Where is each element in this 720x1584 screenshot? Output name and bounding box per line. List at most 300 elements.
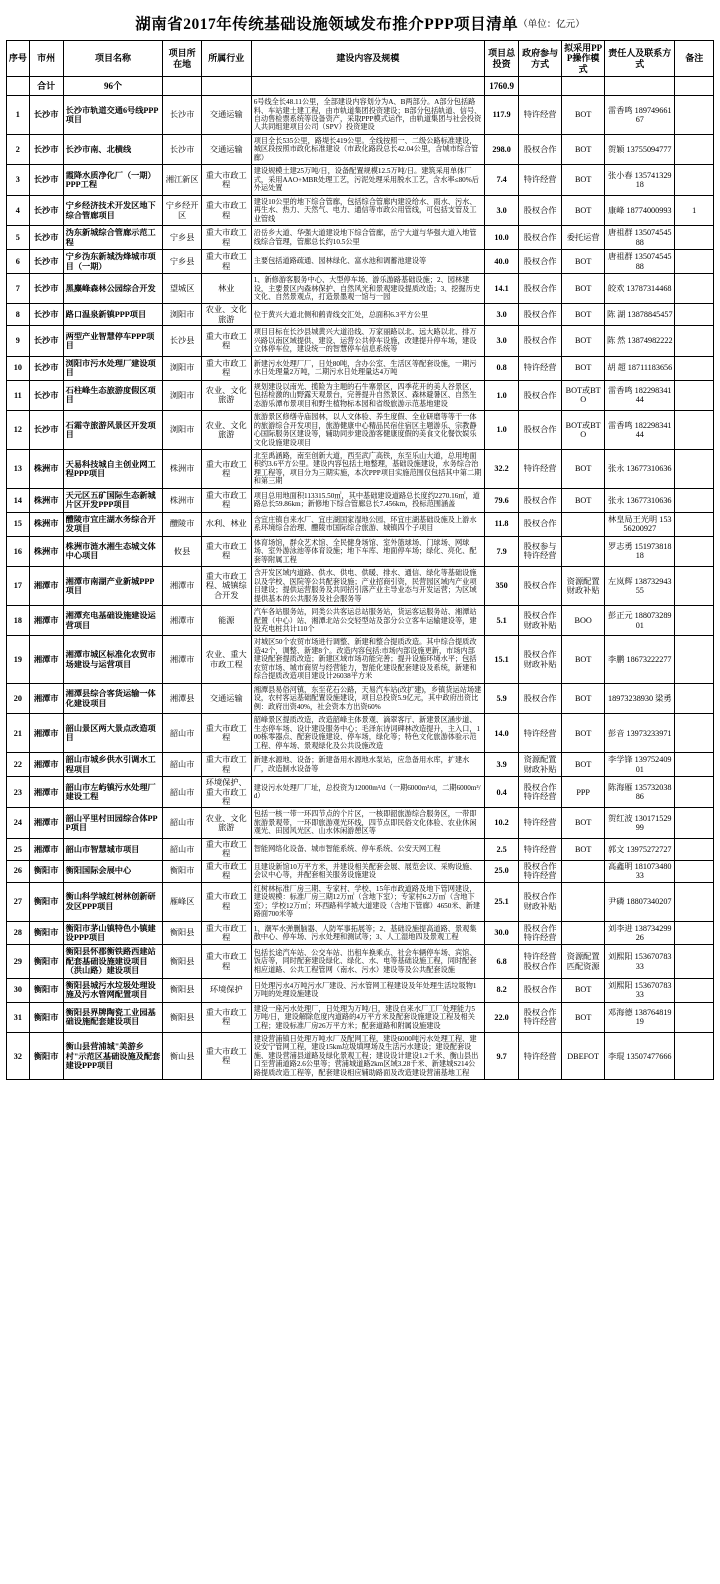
row-gov-mode: 特许经营 <box>519 808 562 838</box>
row-ppp-mode: BOT <box>562 753 605 777</box>
total-desc <box>251 77 484 96</box>
row-description: 新建污水处理厂厂，日处80吨，含办公室、生活区等配套设施，一期污水日处理量2万吨，二期污水日处理量达4万吨 <box>251 356 484 380</box>
row-name: 两型产业智慧停车PPP项目 <box>63 326 163 356</box>
row-seq: 7 <box>7 274 30 304</box>
row-city: 衡阳市 <box>29 945 63 978</box>
row-description: 包括一核一带一环四节点的个片区，一核即韶旅游综合服务区，一带即旅游景观带，一环即旅游观光环线，四节点即民俗文化体验、农业休闲观光、田园风光区、山水休闲游憩区等 <box>251 808 484 838</box>
row-name: 天元区五矿国际生态新城片区开发PPP项目 <box>63 488 163 512</box>
row-ppp-mode: 委托运营 <box>562 226 605 250</box>
row-contact: 皎欢 13787314468 <box>605 274 675 304</box>
row-remark <box>675 1033 714 1080</box>
row-location: 衡阳县 <box>163 978 202 1002</box>
row-remark <box>675 636 714 683</box>
row-description: 体育场馆，群众艺术馆、全民健身场馆、室外篮球场、门球场、网球场、室外游泳池等体育设施；地下车库、地面停车场；绿化、亮化、配套等附属工程 <box>251 536 484 566</box>
row-investment: 3.0 <box>485 304 519 326</box>
row-ppp-mode: DBEFOT <box>562 1033 605 1080</box>
col-city: 市州 <box>29 41 63 77</box>
row-contact: 贺红波 13017152999 <box>605 808 675 838</box>
row-ppp-mode: BOT <box>562 96 605 135</box>
row-description: 建设10公里的地下综合管廊，包括综合管廊内建设给水、雨水、污水、再生水、热力、天然气、电力、通信等市政公用管线，可包括支管及工业管线 <box>251 195 484 225</box>
row-gov-mode: 特许经营股权合作 <box>519 945 562 978</box>
row-industry: 林业 <box>201 274 251 304</box>
row-name: 宁乡沩东新城沩烽城市项目（一期） <box>63 250 163 274</box>
row-seq: 15 <box>7 512 30 536</box>
row-remark <box>675 1002 714 1032</box>
unit-label: （单位：亿元） <box>518 20 585 30</box>
row-seq: 3 <box>7 165 30 195</box>
row-seq: 10 <box>7 356 30 380</box>
row-industry: 重大市政工程 <box>201 921 251 945</box>
row-name: 衡山科学城红树林创新研发区PPP项目 <box>63 882 163 921</box>
row-seq: 14 <box>7 488 30 512</box>
row-seq: 29 <box>7 945 30 978</box>
row-seq: 31 <box>7 1002 30 1032</box>
row-ppp-mode: BOT <box>562 808 605 838</box>
row-remark <box>675 860 714 882</box>
row-investment: 7.4 <box>485 165 519 195</box>
row-seq: 6 <box>7 250 30 274</box>
col-name: 项目名称 <box>63 41 163 77</box>
row-name: 湘潭充电基础设施建设运营项目 <box>63 606 163 636</box>
row-remark <box>675 512 714 536</box>
row-contact: 林皇局王光明 15356200927 <box>605 512 675 536</box>
col-contact: 责任人及联系方式 <box>605 41 675 77</box>
row-investment: 0.4 <box>485 777 519 808</box>
row-seq: 2 <box>7 134 30 164</box>
col-seq: 序号 <box>7 41 30 77</box>
row-description: 规划建设以南光、揽险为主题的石牛寨景区，四季花开的美人谷景区，包括检激的山野露天观景台，完善提升自然景区、森林避暑区、自然生态游乐潭布景项目和野生植物标本园和省级旅游示范基地建设 <box>251 380 484 410</box>
row-investment: 14.1 <box>485 274 519 304</box>
col-description: 建设内容及规模 <box>251 41 484 77</box>
table-header <box>7 41 714 77</box>
row-description: 日处理污水4万吨污水厂建设、污水管网工程建设及年处理生活垃圾物1万吨的处理设施建设 <box>251 978 484 1002</box>
row-gov-mode: 股权合作 <box>519 226 562 250</box>
row-gov-mode: 股权合作 <box>519 274 562 304</box>
row-gov-mode: 股权合作财政补贴 <box>519 606 562 636</box>
row-seq: 23 <box>7 777 30 808</box>
row-gov-mode: 特许经营 <box>519 96 562 135</box>
row-location: 湘潭县 <box>163 683 202 713</box>
row-remark <box>675 882 714 921</box>
ppp-project-table <box>6 40 714 1080</box>
row-name: 湘潭市城区标准化农贸市场建设与运营项目 <box>63 636 163 683</box>
total-label: 合计 <box>29 77 63 96</box>
row-industry: 重大市政工程 <box>201 165 251 195</box>
row-location: 长沙县 <box>163 326 202 356</box>
row-ppp-mode: 资源配置财政补贴 <box>562 567 605 606</box>
row-seq: 16 <box>7 536 30 566</box>
table-row <box>7 714 714 753</box>
row-industry: 农业、重大市政工程 <box>201 636 251 683</box>
row-description: 对城区50个农贸市场进行调整、新建和整合提质改造。其中综合提质改造42个，调整、新建8个。改造内容包括:市场内部设施更新，市场内部建设配套提质改造；新建区域市场功能完善；提升设施环境水平；包括农贸市场、城市商贸与经营能力，智能化建设配套建设及系统，新建和综合提质改造项目建设计26038平方米 <box>251 636 484 683</box>
row-remark <box>675 714 714 753</box>
row-city: 长沙市 <box>29 380 63 410</box>
row-location: 韶山市 <box>163 714 202 753</box>
row-remark <box>675 978 714 1002</box>
row-investment: 14.0 <box>485 714 519 753</box>
row-location: 株洲市 <box>163 450 202 489</box>
table-row <box>7 134 714 164</box>
row-investment: 2.5 <box>485 838 519 860</box>
row-contact: 张永 13677310636 <box>605 450 675 489</box>
row-name: 湘潭市南湖产业新城PPP项目 <box>63 567 163 606</box>
row-gov-mode: 股权合作 <box>519 683 562 713</box>
row-remark <box>675 356 714 380</box>
row-seq: 18 <box>7 606 30 636</box>
row-name: 路口温泉新镇PPP项目 <box>63 304 163 326</box>
row-gov-mode: 股权合作特许经营 <box>519 777 562 808</box>
table-row <box>7 304 714 326</box>
row-ppp-mode: BOT <box>562 683 605 713</box>
row-city: 湘潭市 <box>29 567 63 606</box>
row-description: 含宜庄镇自来水厂、宜庄湖国家湿地公园、环宜庄湖基础设施及上游水系环境综合治理、醴陵市国际综合旅游、城镇四个子项目 <box>251 512 484 536</box>
row-ppp-mode <box>562 882 605 921</box>
row-location: 株洲市 <box>163 488 202 512</box>
row-contact: 陈 然 13874982222 <box>605 326 675 356</box>
row-industry: 环境保护、重大市政工程 <box>201 777 251 808</box>
row-remark <box>675 411 714 450</box>
row-description: 6号线全长48.11公里，全部建设内容划分为A、B两部分。A部分包括路料、车站建土建工程，由市轨道集团投资建设；B部分包括轨道、信号、自动售检票系统等设备资产，采取PPP模式运作，由轨道集团与社会投资人共同组建项目公司（SPV）投资建设 <box>251 96 484 135</box>
row-investment: 3.0 <box>485 326 519 356</box>
row-city: 长沙市 <box>29 274 63 304</box>
row-description: 1、潮军水弹删脑器、人防军事拓展等；2、基础设施提高道路、景观集散中心、停车场、污水处理和测试等；3、人工湿地四及景观工程 <box>251 921 484 945</box>
row-seq: 32 <box>7 1033 30 1080</box>
table-row <box>7 274 714 304</box>
col-ppp-mode: 拟采用PPP操作模式 <box>562 41 605 77</box>
row-industry: 交通运输 <box>201 134 251 164</box>
row-contact: 18973238930 梁勇 <box>605 683 675 713</box>
row-description: 旅游景区修缮寺庙园林，以人文体验、养生度假、全业研磨等等干一体的旅游综合开发项目，旅游健康中心精品民宿住宿区主题游乐、宗教静心国际服务区建设等，辅助同步建设游客健康度假的美食文化餐饮娱乐文化设施建设项目 <box>251 411 484 450</box>
row-gov-mode: 特许经营 <box>519 450 562 489</box>
table-row <box>7 195 714 225</box>
row-investment: 11.8 <box>485 512 519 536</box>
row-industry: 农业、文化旅游 <box>201 304 251 326</box>
row-city: 湘潭市 <box>29 636 63 683</box>
row-seq: 13 <box>7 450 30 489</box>
row-seq: 20 <box>7 683 30 713</box>
row-description: 位于黄兴大道北侧和鹤青线交汇处，总面积6.3平方公里 <box>251 304 484 326</box>
row-description: 项目总用地面积113315.50㎡，其中基础建设道路总长度约2270.16㎡，道路总长59.86km；新修地下综合管廊总长7.456km，投标范围涵盖 <box>251 488 484 512</box>
row-contact: 唐祖群 13507454588 <box>605 226 675 250</box>
row-location: 浏阳市 <box>163 304 202 326</box>
row-gov-mode: 股权合作 <box>519 326 562 356</box>
row-investment: 117.9 <box>485 96 519 135</box>
row-description: 包括长途汽车站、公交车站、出租车换乘点、社会车辆停车场、宾馆、饭店等，同时配套建设绿化、绿化、水、电等基础设施工程，同时配套相应道路、公共工程管网（南水、污水）建设等及公共配套设施 <box>251 945 484 978</box>
row-name: 宁乡经济技术开发区地下综合管廊项目 <box>63 195 163 225</box>
row-ppp-mode: BOT或BTO <box>562 380 605 410</box>
row-industry: 重大市政工程 <box>201 356 251 380</box>
row-description: 新建水源地、设备；新建备用水源地水泵站，应急备用水库，扩建水厂，改造制水设备等 <box>251 753 484 777</box>
row-investment: 10.0 <box>485 226 519 250</box>
row-name: 石霜寺旅游风景区开发项目 <box>63 411 163 450</box>
row-industry: 重大市政工程 <box>201 226 251 250</box>
row-remark <box>675 134 714 164</box>
row-gov-mode: 股权合作特许经营 <box>519 860 562 882</box>
row-seq: 11 <box>7 380 30 410</box>
row-ppp-mode: BOT <box>562 326 605 356</box>
row-city: 长沙市 <box>29 165 63 195</box>
row-description: 项目目标在长沙县城黄兴大道沿线、万家丽路以北、远大路以北、排万兴路以南区域提供、建设、运营公共停车设施，改建提升停车场，建设立体停车位，建设统一的智慧停车信息系统等 <box>251 326 484 356</box>
row-contact: 雷香鸣 18974966167 <box>605 96 675 135</box>
row-name: 韶山市智慧城市项目 <box>63 838 163 860</box>
row-name: 韶山平里村田园综合体PPP项目 <box>63 808 163 838</box>
row-city: 株洲市 <box>29 536 63 566</box>
table-row <box>7 380 714 410</box>
row-location: 衡阳县 <box>163 945 202 978</box>
row-industry: 重大市政工程 <box>201 945 251 978</box>
table-row <box>7 356 714 380</box>
row-location: 湘潭市 <box>163 567 202 606</box>
row-seq: 26 <box>7 860 30 882</box>
row-investment: 5.9 <box>485 683 519 713</box>
row-ppp-mode: BOT <box>562 250 605 274</box>
row-contact: 郭文 13975272727 <box>605 838 675 860</box>
row-ppp-mode <box>562 536 605 566</box>
row-contact: 邓海德 13876481919 <box>605 1002 675 1032</box>
row-name: 株洲市涟水湘生态城文体中心项目 <box>63 536 163 566</box>
row-location: 雁峰区 <box>163 882 202 921</box>
row-industry: 水利、林业 <box>201 512 251 536</box>
row-gov-mode: 特许经营 <box>519 1033 562 1080</box>
row-remark <box>675 777 714 808</box>
row-remark <box>675 838 714 860</box>
document-title-wrap <box>6 8 714 40</box>
row-industry: 重大市政工程 <box>201 195 251 225</box>
row-name: 沩东新城综合管廊示范工程 <box>63 226 163 250</box>
row-industry: 重大市政工程、城镇综合开发 <box>201 567 251 606</box>
row-city: 长沙市 <box>29 356 63 380</box>
row-investment: 1.0 <box>485 411 519 450</box>
row-remark <box>675 753 714 777</box>
row-industry: 重大市政工程 <box>201 882 251 921</box>
total-ind <box>201 77 251 96</box>
row-location: 宁乡经开区 <box>163 195 202 225</box>
total-remark <box>675 77 714 96</box>
row-gov-mode: 股权合作特许经营 <box>519 1002 562 1032</box>
row-investment: 10.2 <box>485 808 519 838</box>
row-gov-mode: 股权合作 <box>519 134 562 164</box>
row-description: 智能网络化设备、城市智能系统、停车系统、公安天网工程 <box>251 838 484 860</box>
total-loc <box>163 77 202 96</box>
row-location: 湘潭市 <box>163 636 202 683</box>
row-name: 衡阳县城污水垃圾处理设施及污水管网配置项目 <box>63 978 163 1002</box>
table-row <box>7 165 714 195</box>
row-location: 醴陵市 <box>163 512 202 536</box>
row-location: 宁乡县 <box>163 250 202 274</box>
row-name: 湘潭县综合客货运输一体化建设项目 <box>63 683 163 713</box>
row-seq: 28 <box>7 921 30 945</box>
row-remark <box>675 536 714 566</box>
row-gov-mode: 股权合作 <box>519 380 562 410</box>
row-city: 衡阳市 <box>29 860 63 882</box>
row-ppp-mode: BOT <box>562 304 605 326</box>
row-city: 长沙市 <box>29 226 63 250</box>
row-location: 韶山市 <box>163 753 202 777</box>
row-city: 株洲市 <box>29 450 63 489</box>
table-row <box>7 882 714 921</box>
row-investment: 40.0 <box>485 250 519 274</box>
row-contact: 彭音 13973233971 <box>605 714 675 753</box>
row-contact: 高鑫明 18107348033 <box>605 860 675 882</box>
total-mode <box>562 77 605 96</box>
row-remark <box>675 606 714 636</box>
row-ppp-mode: BOT <box>562 195 605 225</box>
row-gov-mode: 股权合作财政补贴 <box>519 636 562 683</box>
row-investment: 350 <box>485 567 519 606</box>
row-contact: 陈 湖 13878845457 <box>605 304 675 326</box>
row-gov-mode: 股权合作 <box>519 195 562 225</box>
row-city: 株洲市 <box>29 512 63 536</box>
col-remark: 备注 <box>675 41 714 77</box>
row-investment: 298.0 <box>485 134 519 164</box>
row-remark <box>675 683 714 713</box>
row-remark <box>675 250 714 274</box>
header-row <box>7 41 714 77</box>
row-ppp-mode: BOT <box>562 978 605 1002</box>
row-name: 醴陵市宜庄湖水务综合开发项目 <box>63 512 163 536</box>
row-investment: 32.2 <box>485 450 519 489</box>
row-name: 天易科技城自主创业网工程PPP项目 <box>63 450 163 489</box>
table-body <box>7 77 714 1080</box>
row-investment: 6.8 <box>485 945 519 978</box>
row-contact: 罗志勇 15197381818 <box>605 536 675 566</box>
row-city: 湘潭市 <box>29 808 63 838</box>
row-gov-mode: 股权合作 <box>519 250 562 274</box>
row-remark <box>675 326 714 356</box>
row-city: 株洲市 <box>29 488 63 512</box>
row-city: 湘潭市 <box>29 838 63 860</box>
table-row <box>7 567 714 606</box>
row-name: 韶山市左屿镇污水处理厂建设工程 <box>63 777 163 808</box>
row-location: 浏阳市 <box>163 380 202 410</box>
row-name: 衡阳县界牌陶瓷工业园基础设施配套建设项目 <box>63 1002 163 1032</box>
row-name: 石柱峰生态旅游度假区项目 <box>63 380 163 410</box>
row-name: 衡阳县怀郡衡铁路西建站配套基础设施建设项目（洪山路）建设项目 <box>63 945 163 978</box>
table-row <box>7 860 714 882</box>
row-location: 湘潭市 <box>163 606 202 636</box>
row-contact: 刘熙阳 15367078333 <box>605 945 675 978</box>
row-description: 项目全长535公里，路堤长419公里。全线按照一、二级公路标准建设，城区段按照市政化标准建设（市政化路段总长42.04公里，含城市综合管廊） <box>251 134 484 164</box>
table-row <box>7 450 714 489</box>
row-description: 1、新修游客服务中心、大型停车场、游乐游路基础设施；2、园林建设，主要景区内森林保护、自然风光和景观建设提质改造；3、挖掘历史文化、自然景观点，打造景墨观一馆与一园 <box>251 274 484 304</box>
row-investment: 22.0 <box>485 1002 519 1032</box>
row-description: 含开发区域内道路、供水、供电、供暖、排水、通信、绿化等基础设施以及学校、医院等公共配套设施；产业招商引资，民营园区域内产业项目建设；提供运营服务及共同招引落产业主导业态与开发运营；为区域提供基本的公共服务及社会服务等 <box>251 567 484 606</box>
row-industry: 能源 <box>201 606 251 636</box>
row-industry: 重大市政工程 <box>201 536 251 566</box>
row-description: 建设营浦镇日处理万吨水厂及配网工程，建设6000吨污水处理工程、建设安宁管网工程，建设15km垃圾填埋场及生活污水建设；建设配套设施、建设营浦县道路及绿化景观工程；建设设计建设1.2千米、衡山县出口至营浦道路2.6公里等；营浦城道路2km区域3.28千米、新建城S214公路提质改造工程等，配套建设相应辅助路面及改造建设营浦基地工程 <box>251 1033 484 1080</box>
row-ppp-mode: BOT <box>562 356 605 380</box>
row-ppp-mode <box>562 921 605 945</box>
table-row <box>7 683 714 713</box>
row-industry: 农业、文化旅游 <box>201 380 251 410</box>
row-investment: 25.0 <box>485 860 519 882</box>
row-location: 韶山市 <box>163 777 202 808</box>
row-city: 衡阳市 <box>29 882 63 921</box>
row-ppp-mode <box>562 512 605 536</box>
table-row <box>7 488 714 512</box>
row-city: 湘潭市 <box>29 683 63 713</box>
row-remark <box>675 921 714 945</box>
row-remark <box>675 945 714 978</box>
row-description: 汽车各站服务站，同类公共客运总站服务站，货运客运服务站、湘潭站配置（中心）站、湘潭北站公交轻型站及部分公立客车运输建设等，建设充电桩共计110个 <box>251 606 484 636</box>
table-row <box>7 777 714 808</box>
row-gov-mode: 特许经营 <box>519 714 562 753</box>
row-gov-mode: 股权参与特许经营 <box>519 536 562 566</box>
row-remark <box>675 808 714 838</box>
row-industry: 农业、文化旅游 <box>201 411 251 450</box>
total-row <box>7 77 714 96</box>
total-investment: 1760.9 <box>485 77 519 96</box>
row-location: 长沙市 <box>163 134 202 164</box>
total-count: 96个 <box>63 77 163 96</box>
row-seq: 9 <box>7 326 30 356</box>
row-location: 攸县 <box>163 536 202 566</box>
row-remark <box>675 450 714 489</box>
row-seq: 12 <box>7 411 30 450</box>
row-gov-mode: 特许经营 <box>519 356 562 380</box>
row-gov-mode: 股权合作 <box>519 978 562 1002</box>
row-city: 湘潭市 <box>29 753 63 777</box>
row-location: 浏阳市 <box>163 411 202 450</box>
row-description: 红树林标准厂房三期、专家村、学校、15年市政道路及地下管网建设，建设规模：标准厂房三期12万㎡（含地下室）；专家村6.2万㎡（含地下室）；学校12万㎡；环西路科学城大道建设（含地下管廊）4650米、新建路面700米等 <box>251 882 484 921</box>
row-city: 湘潭市 <box>29 714 63 753</box>
row-gov-mode: 股权合作特许经营 <box>519 921 562 945</box>
row-city: 长沙市 <box>29 134 63 164</box>
row-location: 衡阳县 <box>163 921 202 945</box>
row-name: 衡山县营浦城"美游乡村"示范区基础设施及配套建设PPP项目 <box>63 1033 163 1080</box>
row-remark <box>675 96 714 135</box>
row-name: 衡阳市茅山镇特色小镇建设PPP项目 <box>63 921 163 945</box>
row-industry: 重大市政工程 <box>201 714 251 753</box>
row-name: 韶山景区两大景点改造项目 <box>63 714 163 753</box>
row-seq: 30 <box>7 978 30 1002</box>
row-description: 北至禹涵路，南至创新大道，西至武广高铁，东至乐山大道，总用地面积约3.6平方公里。建设内容包括土地整理，基础设施建设，水务综合治理工程等，项目分为三期实施，本次PPP项目实施范围仅包括其中第二期和第三期 <box>251 450 484 489</box>
row-name: 衡阳国际会展中心 <box>63 860 163 882</box>
row-ppp-mode: PPP <box>562 777 605 808</box>
table-row <box>7 1033 714 1080</box>
row-gov-mode: 股权合作 <box>519 488 562 512</box>
table-row <box>7 921 714 945</box>
row-seq: 19 <box>7 636 30 683</box>
row-description: 主要包括道路疏通、园林绿化、富水池和调蓄池建设等 <box>251 250 484 274</box>
row-contact: 李学锋 13975240901 <box>605 753 675 777</box>
table-row <box>7 808 714 838</box>
row-city: 长沙市 <box>29 304 63 326</box>
row-seq: 22 <box>7 753 30 777</box>
row-ppp-mode: BOT <box>562 450 605 489</box>
row-city: 长沙市 <box>29 250 63 274</box>
row-location: 衡阳县 <box>163 1002 202 1032</box>
row-industry: 重大市政工程 <box>201 1002 251 1032</box>
row-contact: 张永 13677310636 <box>605 488 675 512</box>
row-investment: 8.2 <box>485 978 519 1002</box>
row-description: 韶峰景区提质改造，改造韶峰主体景观、滴翠客厅、新建景区涵步道、生态停车场、设计建设服务中心；毛泽东诗词碑林改造提升，主入口，100栋零器点、配套设施建设、停车场，绿化等；特色文化旅游体验示范工程、停车场、景观绿化及公共设施改造 <box>251 714 484 753</box>
row-location: 望城区 <box>163 274 202 304</box>
row-remark <box>675 274 714 304</box>
row-investment: 9.7 <box>485 1033 519 1080</box>
row-contact: 康峰 18774000993 <box>605 195 675 225</box>
row-seq: 1 <box>7 96 30 135</box>
row-gov-mode: 股权合作 <box>519 304 562 326</box>
row-industry: 环境保护 <box>201 978 251 1002</box>
row-investment: 0.8 <box>485 356 519 380</box>
row-remark <box>675 488 714 512</box>
row-contact: 雷香鸣 18229834144 <box>605 411 675 450</box>
row-location: 韶山市 <box>163 808 202 838</box>
col-industry: 所属行业 <box>201 41 251 77</box>
row-industry: 重大市政工程 <box>201 450 251 489</box>
row-city: 长沙市 <box>29 411 63 450</box>
